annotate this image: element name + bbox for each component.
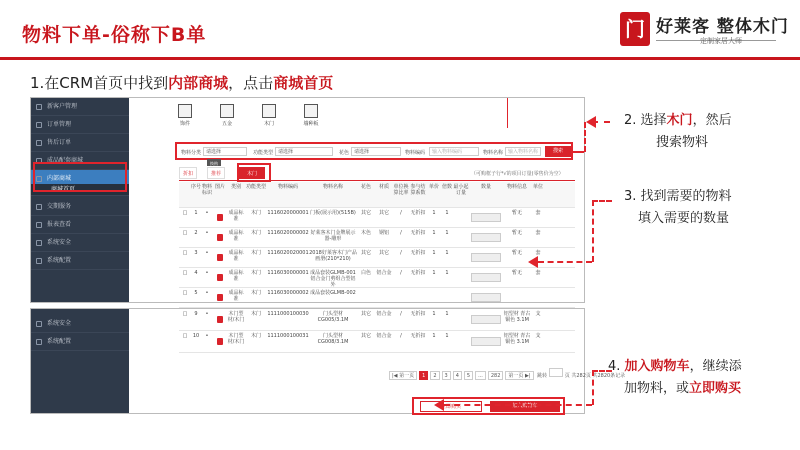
table-cell: • bbox=[205, 333, 209, 339]
table-cell: 门头型材 CG005/3.1M bbox=[317, 311, 349, 323]
table-cell[interactable]: □ bbox=[182, 250, 188, 256]
sidebar-item-aftersales[interactable]: 售后订单 bbox=[31, 134, 129, 152]
table-cell: 1 bbox=[432, 270, 436, 276]
table-cell: • bbox=[205, 250, 209, 256]
tab-underline bbox=[179, 180, 575, 181]
filter-func-label: 功能类型 bbox=[253, 150, 274, 156]
table-cell: 10 bbox=[192, 333, 200, 339]
table-cell bbox=[393, 288, 409, 308]
table-cell: 其它 bbox=[378, 250, 389, 256]
table-cell: 木门 bbox=[250, 230, 261, 236]
page-header bbox=[0, 0, 800, 58]
filter-code-label: 物料编码 bbox=[405, 150, 426, 156]
filter-name-input[interactable]: 输入物料名称 bbox=[505, 147, 541, 156]
logo-door-icon: 门 bbox=[620, 12, 650, 46]
quantity-input[interactable] bbox=[471, 253, 501, 262]
table-hint: （可购框子行*√的项目订量(零售价为空） bbox=[471, 171, 564, 177]
sidebar-item-config-2[interactable]: 系统配置 bbox=[31, 333, 129, 351]
product-thumbnail-icon bbox=[217, 254, 223, 261]
table-cell: • bbox=[205, 290, 209, 296]
table-cell: 5 bbox=[194, 290, 198, 296]
product-thumbnail-icon bbox=[217, 234, 223, 241]
table-cell: 1 bbox=[432, 250, 436, 256]
table-row bbox=[179, 288, 575, 308]
table-cell bbox=[453, 228, 469, 248]
sidebar-item-orders[interactable]: 订单管理 bbox=[31, 116, 129, 134]
table-cell: 成品标准 bbox=[228, 230, 244, 242]
table-cell: • bbox=[205, 230, 209, 236]
table-cell: 无折扣 bbox=[410, 250, 426, 256]
table-cell: 木门 bbox=[250, 270, 261, 276]
crm-screenshot-main bbox=[30, 97, 585, 303]
header-divider bbox=[0, 57, 800, 60]
table-header-cell: 花色 bbox=[360, 184, 371, 190]
table-cell: 2 bbox=[194, 230, 198, 236]
table-cell: 木门 bbox=[250, 333, 261, 339]
search-filter-bar bbox=[175, 142, 573, 160]
sidebar-item-mall-home[interactable]: 商城首页 bbox=[31, 184, 129, 196]
menu-icon bbox=[36, 339, 42, 345]
table-cell: 其它 bbox=[360, 311, 371, 317]
table-cell: / bbox=[400, 230, 402, 236]
sidebar-item-product-mall[interactable]: 成品配套商城 bbox=[31, 152, 129, 170]
pager-page[interactable]: 282 bbox=[488, 371, 504, 380]
table-cell: 1116020000002 bbox=[267, 230, 309, 236]
table-cell: / bbox=[400, 270, 402, 276]
table-row bbox=[179, 248, 575, 268]
menu-icon bbox=[36, 122, 42, 128]
sidebar-item-security-2[interactable]: 系统安全 bbox=[31, 315, 129, 333]
table-cell: 木门 bbox=[250, 210, 261, 216]
table-cell: 木门 bbox=[250, 290, 261, 296]
table-header-cell: 物料标识 bbox=[201, 184, 212, 196]
table-cell: 1116020000001 bbox=[267, 210, 309, 216]
table-cell: 1 bbox=[445, 270, 449, 276]
filter-func-select[interactable]: 请选择 bbox=[275, 147, 333, 156]
pager-goto-input[interactable] bbox=[549, 368, 563, 377]
table-cell: 套 bbox=[535, 270, 541, 276]
category-door[interactable]: 木门 bbox=[257, 104, 281, 127]
table-cell: 无折扣 bbox=[410, 210, 426, 216]
pager-page[interactable]: 5 bbox=[464, 371, 473, 380]
product-thumbnail-icon bbox=[217, 316, 223, 323]
table-cell: 成品标准 bbox=[228, 210, 244, 222]
table-cell bbox=[453, 208, 469, 228]
table-cell: 1 bbox=[432, 210, 436, 216]
step-1-prefix: 1.在CRM首页中找到 bbox=[30, 74, 169, 92]
menu-icon bbox=[36, 258, 42, 264]
pager-page[interactable]: 2 bbox=[430, 371, 439, 380]
table-cell[interactable]: □ bbox=[182, 230, 188, 236]
search-button[interactable]: 搜索 bbox=[545, 146, 571, 157]
table-cell: 1 bbox=[432, 311, 436, 317]
table-cell[interactable]: □ bbox=[182, 210, 188, 216]
pagination bbox=[389, 368, 625, 378]
table-cell: 其它 bbox=[360, 250, 371, 256]
table-cell: 铝合金 bbox=[376, 311, 392, 317]
tab-door[interactable]: 木门 bbox=[239, 167, 265, 179]
filter-type-label: 物料分类 bbox=[181, 150, 202, 156]
table-cell: 1 bbox=[445, 230, 449, 236]
table-header-cell: 最小起订量 bbox=[453, 184, 469, 196]
connector-actions-vertical bbox=[592, 370, 594, 405]
pager-ellipsis: ... bbox=[475, 371, 486, 380]
table-cell: 无折扣 bbox=[410, 270, 426, 276]
table-cell: 1116030000001 bbox=[267, 270, 309, 276]
table-cell: 1 bbox=[445, 333, 449, 339]
step-1-middle: ，点击 bbox=[228, 74, 274, 92]
category-hardware[interactable]: 五金 bbox=[215, 104, 239, 127]
table-cell: 木门型材/木门 bbox=[227, 311, 245, 323]
logo-tagline: 定制家居大师 bbox=[700, 37, 742, 45]
table-cell bbox=[453, 288, 469, 308]
product-thumbnail-icon bbox=[217, 294, 223, 301]
table-cell: 9 bbox=[194, 311, 198, 317]
table-cell: 1 bbox=[445, 250, 449, 256]
arrow-left-icon bbox=[528, 256, 538, 268]
table-cell: 无折扣 bbox=[410, 311, 426, 317]
table-cell: 铝型材 青古铜色 3.1M bbox=[503, 333, 531, 345]
sidebar-item-customers[interactable]: 新客户管理 bbox=[31, 98, 129, 116]
table-cell bbox=[453, 248, 469, 268]
table-header-cell: 单价 bbox=[428, 184, 439, 190]
table-header-cell: 单位换算比率 bbox=[393, 184, 409, 196]
table-cell: 好莱客木门金牌展示器-雕形 bbox=[310, 230, 356, 242]
filter-type-select[interactable]: 请选择 bbox=[203, 147, 247, 156]
quantity-input[interactable] bbox=[471, 337, 501, 346]
table-header-cell: 物料编码 bbox=[277, 184, 298, 190]
tab-discount[interactable]: 折扣 bbox=[179, 167, 197, 179]
table-header-cell: 物料名称 bbox=[322, 184, 343, 190]
quantity-input[interactable] bbox=[471, 315, 501, 324]
table-cell: 支 bbox=[535, 333, 541, 339]
sidebar-item-reports[interactable]: 报表查看 bbox=[31, 216, 129, 234]
connector-quantity-top bbox=[592, 200, 612, 202]
table-cell: 4 bbox=[194, 270, 198, 276]
connector-filter bbox=[572, 151, 584, 153]
quantity-input[interactable] bbox=[471, 213, 501, 222]
annotation-step-2: 2. 选择木门，然后 搜索物料 bbox=[624, 113, 732, 150]
pager-next[interactable]: 第一页 ▶| bbox=[505, 371, 533, 380]
menu-icon bbox=[36, 104, 42, 110]
annotation-step-4: 4. 加入购物车，继续添 加物料，或立即购买 bbox=[608, 359, 742, 396]
brand-logo bbox=[620, 10, 790, 50]
table-cell: 铝型材 青古铜色 3.1M bbox=[503, 311, 531, 323]
hardware-icon bbox=[220, 104, 234, 118]
table-cell: 暂无 bbox=[511, 250, 522, 256]
table-cell: 木色 bbox=[360, 230, 371, 236]
table-cell: 1 bbox=[194, 210, 198, 216]
table-cell bbox=[531, 288, 545, 308]
table-cell: 套 bbox=[535, 230, 541, 236]
table-cell: 门头型材 CG008/3.1M bbox=[317, 333, 349, 345]
table-cell: / bbox=[400, 333, 402, 339]
table-cell: 成品套装GLMB-002 bbox=[310, 290, 356, 296]
table-cell: 套 bbox=[535, 210, 541, 216]
connector-quantity-vertical bbox=[592, 200, 594, 262]
table-header-cell: 参与结算系数 bbox=[410, 184, 426, 196]
table-cell[interactable]: □ bbox=[182, 333, 188, 339]
quantity-input[interactable] bbox=[471, 273, 501, 282]
table-cell: 无折扣 bbox=[410, 333, 426, 339]
wall-panel-icon bbox=[304, 104, 318, 118]
fittings-icon bbox=[178, 104, 192, 118]
table-cell: 木门 bbox=[250, 250, 261, 256]
logo-brand-text: 好莱客 整体木门 bbox=[656, 17, 789, 37]
mall-content bbox=[131, 98, 584, 302]
product-thumbnail-icon bbox=[217, 338, 223, 345]
table-header-row bbox=[179, 182, 575, 208]
pager-first[interactable]: |◀ 第一页 bbox=[389, 371, 417, 380]
menu-icon bbox=[36, 240, 42, 246]
table-cell bbox=[453, 268, 469, 288]
connector-actions bbox=[444, 404, 592, 406]
connector-quantity bbox=[538, 261, 592, 263]
table-cell bbox=[453, 331, 469, 353]
table-cell: 暂无 bbox=[511, 230, 522, 236]
table-cell: • bbox=[205, 311, 209, 317]
sidebar-item-config[interactable]: 系统配置 bbox=[31, 252, 129, 270]
quantity-input[interactable] bbox=[471, 233, 501, 242]
sidebar-bottom bbox=[31, 309, 129, 413]
table-row bbox=[179, 309, 575, 331]
door-icon bbox=[262, 104, 276, 118]
table-cell: 1116030000002 bbox=[267, 290, 309, 296]
table-cell[interactable]: □ bbox=[182, 311, 188, 317]
menu-icon bbox=[36, 204, 42, 210]
step-1-highlight-home: 商城首页 bbox=[273, 74, 334, 92]
table-row bbox=[179, 331, 575, 353]
pager-page[interactable]: 3 bbox=[442, 371, 451, 380]
table-cell: • bbox=[205, 210, 209, 216]
table-cell: 铝合金 bbox=[376, 333, 392, 339]
table-cell: 其它 bbox=[378, 210, 389, 216]
page-title: 物料下单-俗称下B单 bbox=[22, 24, 207, 46]
table-cell: 木门 bbox=[250, 311, 261, 317]
annotation-step-3: 3. 找到需要的物料 填入需要的数量 bbox=[624, 189, 732, 226]
crm-screenshot-bottom bbox=[30, 308, 626, 414]
table-cell bbox=[357, 288, 375, 308]
product-thumbnail-icon bbox=[217, 274, 223, 281]
category-wall-panel[interactable]: 墙种板 bbox=[299, 104, 323, 127]
table-header-cell: 图片 bbox=[214, 184, 225, 190]
pager-total: 共282页 共2820条记录 bbox=[571, 373, 626, 379]
table-cell: 1116020020001 bbox=[267, 250, 309, 256]
table-header-cell: 材质 bbox=[378, 184, 389, 190]
table-cell: 1111000100030 bbox=[267, 311, 309, 317]
table-cell: 2018好莱客木门产品画册(210*210) bbox=[309, 250, 357, 262]
tab-badge: 换购 bbox=[207, 159, 221, 166]
sidebar-item-internal-mall[interactable]: 内部商城 bbox=[31, 170, 129, 188]
table-cell bbox=[409, 288, 427, 308]
table-cell: / bbox=[400, 250, 402, 256]
table-cell: 成品标准 bbox=[228, 270, 244, 282]
pager-page-unit: 页 bbox=[564, 373, 570, 379]
table-header-cell: 物料信息 bbox=[506, 184, 527, 190]
table-cell: 1 bbox=[445, 311, 449, 317]
sidebar-item-delivery[interactable]: 交期服务 bbox=[31, 198, 129, 216]
table-cell[interactable]: □ bbox=[182, 290, 188, 296]
table-cell: • bbox=[205, 270, 209, 276]
tab-recommend[interactable]: 推荐 bbox=[207, 167, 225, 179]
filter-color-label: 花色 bbox=[339, 150, 350, 156]
sidebar-item-security[interactable]: 系统安全 bbox=[31, 234, 129, 252]
table-cell bbox=[375, 288, 393, 308]
arrow-left-icon bbox=[434, 399, 444, 411]
table-cell: 套 bbox=[535, 250, 541, 256]
table-cell: 钢铝 bbox=[378, 230, 389, 236]
table-row bbox=[179, 208, 575, 228]
filter-code-input[interactable]: 输入物料编码 bbox=[429, 147, 479, 156]
table-cell: 成品标准 bbox=[228, 290, 244, 302]
table-cell: 无折扣 bbox=[410, 230, 426, 236]
table-header-cell: 单位 bbox=[532, 184, 543, 190]
table-cell: 1 bbox=[432, 230, 436, 236]
pager-page[interactable]: 4 bbox=[453, 371, 462, 380]
table-cell: 1 bbox=[432, 333, 436, 339]
sidebar bbox=[31, 98, 129, 302]
step-1-highlight-mall: 内部商城 bbox=[168, 74, 229, 92]
table-cell: 白色 bbox=[360, 270, 371, 276]
table-cell: 1111000100031 bbox=[267, 333, 309, 339]
menu-icon bbox=[36, 222, 42, 228]
table-cell: 暂无 bbox=[511, 210, 522, 216]
menu-icon bbox=[36, 140, 42, 146]
table-cell: 木门型材/木门 bbox=[227, 333, 245, 345]
table-header-cell: 倍数 bbox=[441, 184, 452, 190]
table-header-cell: 类别 bbox=[230, 184, 241, 190]
table-cell: 其它 bbox=[360, 333, 371, 339]
highlight-internal-mall bbox=[33, 162, 127, 192]
mall-content-bottom bbox=[131, 309, 626, 413]
table-header-cell: 序号 bbox=[191, 184, 202, 190]
table-cell: 其它 bbox=[360, 210, 371, 216]
product-thumbnail-icon bbox=[217, 214, 223, 221]
table-cell: 支 bbox=[535, 311, 541, 317]
table-header-cell: 数量 bbox=[480, 184, 491, 190]
table-cell: / bbox=[400, 311, 402, 317]
table-cell: 暂无 bbox=[511, 270, 522, 276]
table-header-cell bbox=[179, 182, 191, 208]
table-cell: 1 bbox=[445, 210, 449, 216]
filter-name-label: 物料名称 bbox=[483, 150, 504, 156]
table-header-cell: 功能类型 bbox=[245, 184, 266, 190]
table-cell: 成品套装GLMB-001 铝合金门剪组合型铝外 bbox=[310, 270, 356, 288]
table-cell: 铝合金 bbox=[376, 270, 392, 276]
table-cell bbox=[427, 288, 441, 308]
category-fittings[interactable]: 饰件 bbox=[173, 104, 197, 127]
table-cell bbox=[503, 288, 531, 308]
menu-icon bbox=[36, 321, 42, 327]
table-row bbox=[179, 268, 575, 288]
pager-page[interactable]: 1 bbox=[419, 371, 428, 380]
pager-goto-label: 跳转 bbox=[537, 373, 548, 379]
decor-red-line bbox=[507, 98, 508, 128]
add-to-cart-button[interactable]: 加入购物车 bbox=[490, 401, 560, 412]
table-cell: 成品标准 bbox=[228, 250, 244, 262]
table-cell: 3 bbox=[194, 250, 198, 256]
filter-color-select[interactable]: 请选择 bbox=[351, 147, 401, 156]
table-cell: / bbox=[400, 210, 402, 216]
table-cell: 门板(展示用)(515B) bbox=[310, 210, 356, 216]
buy-now-button[interactable]: 立即购买 bbox=[420, 401, 482, 412]
table-cell[interactable]: □ bbox=[182, 270, 188, 276]
quantity-input[interactable] bbox=[471, 293, 501, 302]
table-row bbox=[179, 228, 575, 248]
table-cell bbox=[453, 309, 469, 331]
table-cell bbox=[441, 288, 453, 308]
step-1-instruction bbox=[30, 72, 333, 93]
arrow-left-icon bbox=[586, 116, 596, 128]
